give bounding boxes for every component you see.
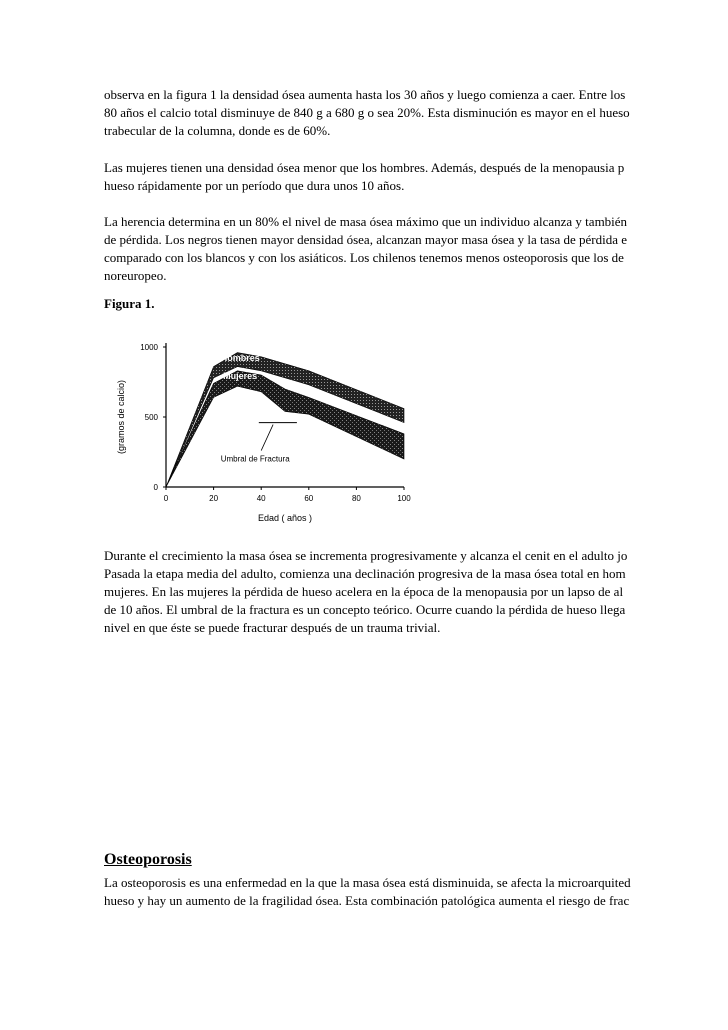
paragraph-line: La osteoporosis es una enfermedad en la que la masa ósea está disminuida, se afecta la microarquited [104,875,631,890]
section-title: Osteoporosis [104,851,192,868]
paragraph-line: hueso rápidamente por un período que dura unos 10 años. [104,178,405,193]
x-tick-label: 40 [256,494,266,503]
x-tick-label: 0 [163,494,169,503]
paragraph-line: hueso y hay un aumento de la fragilidad ósea. Esta combinación patológica aumenta el riesgo de frac [104,893,630,908]
bone-mass-chart [104,330,424,530]
paragraph-line: noreuropeo. [104,268,167,283]
figure-label: Figura 1. [104,296,155,311]
paragraph-3 [104,213,627,285]
paragraph-2 [104,159,624,195]
paragraph-1 [104,86,630,140]
paragraph-line: trabecular de la columna, donde es de 60%. [104,123,331,138]
x-tick-label: 100 [397,494,411,503]
label-mujeres: Mujeres [223,371,258,382]
threshold-label: Umbral de Fractura [220,454,290,464]
paragraph-4 [104,547,627,637]
paragraph-line: Durante el crecimiento la masa ósea se incrementa progresivamente y alcanza el cenit en el adulto jo [104,548,628,563]
y-axis-label: (gramos de calcio) [116,379,126,455]
paragraph-line: Pasada la etapa media del adulto, comienza una declinación progresiva de la masa ósea total en hom [104,566,626,581]
x-tick-label: 80 [351,494,361,503]
paragraph-line: Las mujeres tienen una densidad ósea menor que los hombres. Además, después de la menopausia p [104,160,625,175]
x-tick-label: 20 [209,494,219,503]
paragraph-5 [104,874,631,910]
paragraph-line: comparado con los blancos y con los asiáticos. Los chilenos tenemos menos osteoporosis que los de [104,250,624,265]
y-tick-label: 0 [153,483,158,492]
paragraph-line: mujeres. En las mujeres la pérdida de hueso acelera en la época de la menopausia por un lapso de al [104,584,624,599]
paragraph-line: La herencia determina en un 80% el nivel de masa ósea máximo que un individuo alcanza y también [104,214,628,229]
x-axis-label: Edad ( años ) [257,513,313,523]
x-tick-label: 60 [304,494,314,503]
y-tick-label: 500 [144,413,158,422]
chart-areas [166,353,404,487]
paragraph-line: nivel en que éste se puede fracturar después de un trauma trivial. [104,620,441,635]
label-hombres: Hombres [220,353,260,363]
paragraph-line: de pérdida. Los negros tienen mayor densidad ósea, alcanzan mayor masa ósea y la tasa de pérdida e [104,232,628,247]
paragraph-line: 80 años el calcio total disminuye de 840 g a 680 g o sea 20%. Esta disminución es mayor en el hueso [104,105,630,120]
threshold-pointer [261,425,273,451]
paragraph-line: observa en la figura 1 la densidad ósea aumenta hasta los 30 años y luego comienza a caer. Entre los [104,87,626,102]
band-mujeres [166,371,404,487]
y-tick-label: 1000 [140,343,158,352]
paragraph-line: de 10 años. El umbral de la fractura es un concepto teórico. Ocurre cuando la pérdida de hueso llega [104,602,626,617]
